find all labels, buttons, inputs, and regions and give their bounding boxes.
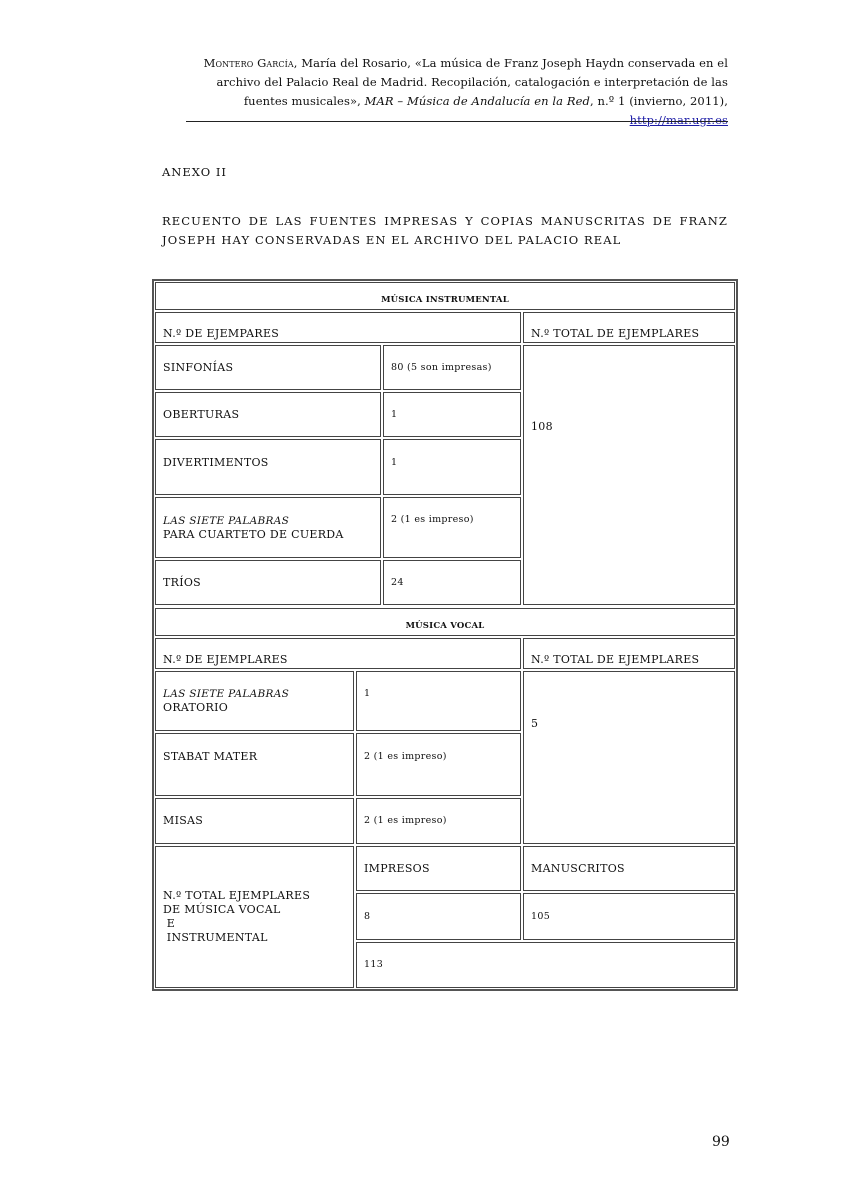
row-label-oberturas: OBERTURAS bbox=[155, 392, 381, 437]
vocal-total: 5 bbox=[523, 671, 735, 844]
vocal-col-left: N.º DE EJEMPLARES bbox=[155, 638, 521, 669]
page-number: 99 bbox=[712, 1134, 730, 1150]
row-label-siete-palabras-cuarteto bbox=[155, 497, 381, 558]
row-value-oberturas: 1 bbox=[383, 392, 521, 437]
summary-grand-total: 113 bbox=[356, 942, 735, 988]
summary-label bbox=[155, 846, 354, 988]
row-label-siete-palabras-oratorio bbox=[155, 671, 354, 731]
row-label-sub: ORATORIO bbox=[163, 701, 229, 714]
row-value-stabat-mater: 2 (1 es impreso) bbox=[356, 733, 521, 796]
header-rule bbox=[186, 121, 728, 122]
row-label-divertimentos: DIVERTIMENTOS bbox=[155, 439, 381, 495]
instrumental-col-right: N.º TOTAL DE EJEMPLARES bbox=[523, 312, 735, 343]
header-journal: MAR – Música de Andalucía en la Red bbox=[364, 94, 590, 108]
row-label-stabat-mater: STABAT MATER bbox=[155, 733, 354, 796]
row-value-siete-palabras-oratorio: 1 bbox=[356, 671, 521, 731]
summary-label-line: N.º TOTAL EJEMPLARES bbox=[163, 889, 311, 902]
table-title: RECUENTO DE LAS FUENTES IMPRESAS Y COPIAS MANUSCRITAS DE FRANZ JOSEPH HAY CONSERVADAS EN EL ARCHIVO DEL PALACIO REAL bbox=[162, 214, 728, 247]
summary-label-line: DE MÚSICA VOCAL bbox=[163, 903, 281, 916]
row-value-divertimentos: 1 bbox=[383, 439, 521, 495]
header-citation: , María del Rosario, «La música de Franz Joseph Haydn conservada en el archivo del Palacio Real de Madrid. Recopilación, catalogación e interpretación de las fuentes musicales», bbox=[216, 56, 728, 108]
header-issue: , n.º 1 (invierno, 2011), bbox=[589, 94, 728, 108]
header-author: Montero García bbox=[203, 56, 294, 70]
row-value-siete-palabras-cuarteto: 2 (1 es impreso) bbox=[383, 497, 521, 558]
row-label-italic: LAS SIETE PALABRAS bbox=[163, 514, 290, 527]
row-label-italic: LAS SIETE PALABRAS bbox=[163, 688, 290, 700]
summary-label-line: INSTRUMENTAL bbox=[163, 931, 268, 944]
row-value-misas: 2 (1 es impreso) bbox=[356, 798, 521, 844]
row-value-sinfonias: 80 (5 son impresas) bbox=[383, 345, 521, 390]
instrumental-col-left: N.º DE EJEMPARES bbox=[155, 312, 521, 343]
vocal-col-right: N.º TOTAL DE EJEMPLARES bbox=[523, 638, 735, 669]
summary-printed-label: IMPRESOS bbox=[356, 846, 521, 891]
row-value-trios: 24 bbox=[383, 560, 521, 605]
row-label-trios: TRÍOS bbox=[155, 560, 381, 605]
instrumental-total: 108 bbox=[523, 345, 735, 605]
row-label-misas: MISAS bbox=[155, 798, 354, 844]
vocal-heading: MÚSICA VOCAL bbox=[155, 608, 735, 636]
summary-manuscript-label: MANUSCRITOS bbox=[523, 846, 735, 891]
row-label-sub: PARA CUARTETO DE CUERDA bbox=[163, 527, 344, 541]
summary-printed-value: 8 bbox=[356, 893, 521, 940]
summary-label-line: E bbox=[163, 917, 176, 930]
annex-label: ANEXO II bbox=[162, 165, 227, 179]
running-header bbox=[180, 54, 728, 130]
summary-manuscript-value: 105 bbox=[523, 893, 735, 940]
row-label-sinfonias: SINFONÍAS bbox=[155, 345, 381, 390]
instrumental-heading: MÚSICA INSTRUMENTAL bbox=[155, 282, 735, 310]
header-link[interactable]: http://mar.ugr.es bbox=[629, 113, 728, 127]
